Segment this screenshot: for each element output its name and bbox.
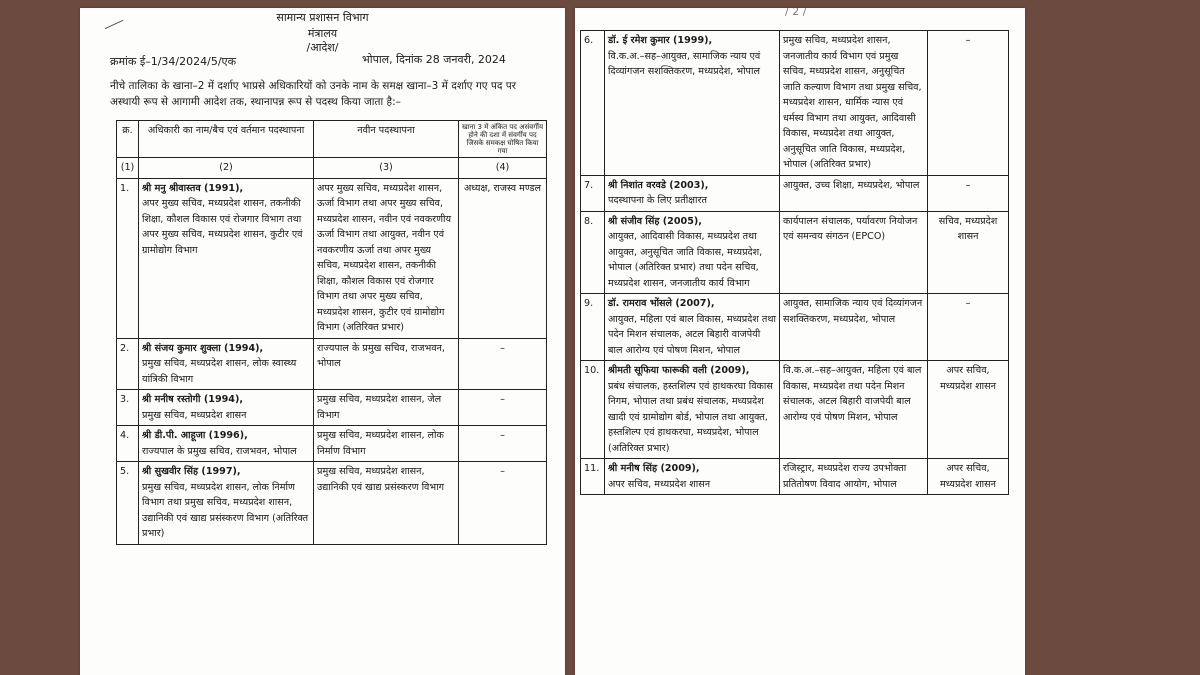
officer-name: श्री मनीष रस्तोगी (1994), — [142, 394, 243, 405]
row-sno: 1. — [117, 178, 139, 338]
officer-current-posting: आयुक्त, महिला एवं बाल विकास, मध्यप्रदेश तथा पदेन मिशन संचालक, अटल बिहारी वाजपेयी बाल आरोग्य एवं पोषण मिशन, भोपाल — [608, 313, 777, 356]
row-new-posting: प्रमुख सचिव, मध्यप्रदेश शासन, लोक निर्माण विभाग — [314, 426, 459, 462]
row-sno: 8. — [581, 211, 605, 294]
row-sno: 6. — [581, 31, 605, 176]
row-remark: – — [459, 426, 547, 462]
posting-table-right — [580, 30, 1009, 495]
table-row — [581, 459, 1009, 495]
row-sno: 4. — [117, 426, 139, 462]
header-officer: अधिकारी का नाम/बैच एवं वर्तमान पदस्थापना — [139, 121, 314, 158]
header-remark: खाना 3 में अंकित पद असंवर्गीय होने की दशा में संवर्गीय पद जिसके समकक्ष घोषित किया गया — [459, 121, 547, 158]
officer-name: श्रीमती सूफिया फारूकी वली (2009), — [608, 365, 750, 376]
row-officer — [139, 426, 314, 462]
officer-name: श्री सुखवीर सिंह (1997), — [142, 466, 241, 477]
ministry-heading: मंत्रालय — [307, 27, 338, 40]
officer-current-posting: राज्यपाल के प्रमुख सचिव, राजभवन, भोपाल — [142, 445, 297, 457]
row-sno: 7. — [581, 175, 605, 211]
row-remark: – — [928, 31, 1009, 176]
header-sno: क्र. — [117, 121, 139, 158]
row-remark: – — [459, 390, 547, 426]
officer-name: डॉ. रामराव भोंसले (2007), — [608, 298, 715, 309]
row-remark: – — [928, 175, 1009, 211]
table-row — [117, 338, 547, 390]
col-num-2: (2) — [139, 158, 314, 179]
table-row — [581, 361, 1009, 459]
row-new-posting: वि.क.अ.–सह–आयुक्त, महिला एवं बाल विकास, मध्यप्रदेश तथा पदेन मिशन संचालक, अटल बिहारी वाजपेयी बाल आरोग्य एवं पोषण मिशन, भोपाल — [780, 361, 928, 459]
row-officer — [605, 459, 780, 495]
header-posting: नवीन पदस्थापना — [314, 121, 459, 158]
row-new-posting: अपर मुख्य सचिव, मध्यप्रदेश शासन, ऊर्जा विभाग तथा अपर मुख्य सचिव, मध्यप्रदेश शासन, नवीन एवं नवकरणीय ऊर्जा विभाग तथा आयुक्त, नवीन एवं नवकरणीय ऊर्जा तथा अपर मुख्य सचिव, मध्यप्रदेश शासन, तकनीकी शिक्षा, कौशल विकास एवं रोजगार विभाग तथा अपर मुख्य सचिव, मध्यप्रदेश शासन, कुटीर एवं ग्रामोद्योग विभाग (अतिरिक्त प्रभार) — [314, 178, 459, 338]
row-new-posting: आयुक्त, उच्च शिक्षा, मध्यप्रदेश, भोपाल — [780, 175, 928, 211]
officer-name: श्री मनीष सिंह (2009), — [608, 463, 700, 474]
order-title: /आदेश/ — [306, 41, 339, 54]
row-new-posting: प्रमुख सचिव, मध्यप्रदेश शासन, जनजातीय कार्य विभाग एवं प्रमुख सचिव, मध्यप्रदेश शासन, अनुसूचित जाति कल्याण विभाग तथा प्रमुख सचिव, मध्यप्रदेश शासन, धार्मिक न्यास एवं धर्मस्व विभाग तथा आयुक्त, आदिवासी विकास, मध्यप्रदेश तथा आयुक्त, अनुसूचित जाति विकास, मध्यप्रदेश, भोपाल (अतिरिक्त प्रभार) — [780, 31, 928, 176]
page-number: / 2 / — [785, 8, 807, 18]
col-num-1: (1) — [117, 158, 139, 179]
officer-name: श्री मनु श्रीवास्तव (1991), — [142, 182, 244, 194]
row-remark: – — [928, 294, 1009, 361]
row-remark: अध्यक्ष, राजस्व मण्डल — [459, 178, 547, 338]
table-number-row — [117, 158, 547, 179]
col-num-4: (4) — [459, 158, 547, 179]
officer-current-posting: प्रमुख सचिव, मध्यप्रदेश शासन, लोक स्वास्थ्य यांत्रिकी विभाग — [142, 358, 297, 385]
row-officer — [139, 178, 314, 338]
row-new-posting: प्रमुख सचिव, मध्यप्रदेश शासन, उद्यानिकी एवं खाद्य प्रसंस्करण विभाग — [314, 462, 459, 545]
row-remark: अपर सचिव, मध्यप्रदेश शासन — [928, 459, 1009, 495]
row-officer — [139, 390, 314, 426]
row-officer — [139, 338, 314, 390]
table-row — [117, 426, 547, 462]
officer-current-posting: प्रमुख सचिव, मध्यप्रदेश शासन — [142, 409, 247, 421]
row-officer — [605, 31, 780, 176]
row-officer — [139, 462, 314, 545]
officer-current-posting: प्रमुख सचिव, मध्यप्रदेश शासन, लोक निर्माण विभाग तथा प्रमुख सचिव, मध्यप्रदेश शासन, उद्यानिकी एवं खाद्य प्रसंस्करण विभाग (अतिरिक्त प्रभार) — [142, 481, 309, 539]
table-row — [581, 211, 1009, 294]
table-row — [581, 31, 1009, 176]
table-row — [581, 294, 1009, 361]
row-remark: – — [459, 462, 547, 545]
table-row — [117, 390, 547, 426]
table-row — [581, 175, 1009, 211]
row-sno: 10. — [581, 361, 605, 459]
officer-name: श्री डी.पी. आहूजा (1996), — [142, 430, 248, 441]
posting-table-left — [116, 120, 547, 545]
officer-current-posting: पदस्थापना के लिए प्रतीक्षारत — [608, 195, 707, 206]
row-sno: 9. — [581, 294, 605, 361]
officer-name: श्री संजीव सिंह (2005), — [608, 215, 702, 227]
department-heading: सामान्य प्रशासन विभाग — [276, 11, 369, 24]
officer-name: डॉ. ई रमेश कुमार (1999), — [608, 35, 713, 46]
order-number: क्रमांक ई–1/34/2024/5/एक — [110, 55, 237, 68]
row-remark: अपर सचिव, मध्यप्रदेश शासन — [928, 361, 1009, 459]
row-new-posting: आयुक्त, सामाजिक न्याय एवं दिव्यांगजन सशक्तिकरण, मध्यप्रदेश, भोपाल — [780, 294, 928, 361]
intro-paragraph: नीचे तालिका के खाना–2 में दर्शाए भाप्रसे अधिकारियों को उनके नाम के समक्ष खाना–3 में दर्शाए गए पद पर अस्थायी रूप से आगामी आदेश तक, स्थानापन्न रूप से पदस्थ किया जाता है:– — [110, 80, 517, 108]
row-officer — [605, 294, 780, 361]
document-page-1 — [80, 8, 565, 675]
row-new-posting: राज्यपाल के प्रमुख सचिव, राजभवन, भोपाल — [314, 338, 459, 390]
officer-current-posting: अपर मुख्य सचिव, मध्यप्रदेश शासन, तकनीकी शिक्षा, कौशल विकास एवं रोजगार विभाग तथा अपर मुख्य सचिव, मध्यप्रदेश शासन, कुटीर एवं ग्रामोद्योग विभाग — [142, 198, 303, 256]
row-sno: 11. — [581, 459, 605, 495]
row-officer — [605, 175, 780, 211]
table-row — [117, 178, 547, 338]
place-date: भोपाल, दिनांक 28 जनवरी, 2024 — [362, 53, 506, 66]
officer-name: श्री निशांत वरवडे (2003), — [608, 179, 709, 191]
row-remark: – — [459, 338, 547, 390]
col-num-3: (3) — [314, 158, 459, 179]
row-officer — [605, 211, 780, 294]
row-officer — [605, 361, 780, 459]
officer-current-posting: अपर सचिव, मध्यप्रदेश शासन — [608, 478, 711, 490]
row-new-posting: प्रमुख सचिव, मध्यप्रदेश शासन, जेल विभाग — [314, 390, 459, 426]
officer-current-posting: आयुक्त, आदिवासी विकास, मध्यप्रदेश तथा आयुक्त, अनुसूचित जाति विकास, मध्यप्रदेश, भोपाल (अतिरिक्त प्रभार) तथा पदेन सचिव, मध्यप्रदेश शासन, जनजातीय कार्य विभाग — [608, 231, 763, 289]
table-row — [117, 462, 547, 545]
row-sno: 3. — [117, 390, 139, 426]
row-remark: सचिव, मध्यप्रदेश शासन — [928, 211, 1009, 294]
officer-current-posting: वि.क.अ.–सह–आयुक्त, सामाजिक न्याय एवं दिव्यांगजन सशक्तिकरण, मध्यप्रदेश, भोपाल — [608, 50, 761, 77]
row-sno: 2. — [117, 338, 139, 390]
officer-name: श्री संजय कुमार शुक्ला (1994), — [142, 342, 264, 354]
officer-current-posting: प्रबंध संचालक, हस्तशिल्प एवं हाथकरघा विकास निगम, भोपाल तथा प्रबंध संचालक, मध्यप्रदेश खादी एवं ग्रामोद्योग बोर्ड, भोपाल तथा आयुक्त, हस्तशिल्प एवं हाथकरघा, मध्यप्रदेश, भोपाल (अतिरिक्त प्रभार) — [608, 380, 773, 454]
document-page-2 — [575, 8, 1025, 675]
row-new-posting: रजिस्ट्रार, मध्यप्रदेश राज्य उपभोक्ता प्रतितोषण विवाद आयोग, भोपाल — [780, 459, 928, 495]
row-new-posting: कार्यपालन संचालक, पर्यावरण नियोजन एवं समन्वय संगठन (EPCO) — [780, 211, 928, 294]
row-sno: 5. — [117, 462, 139, 545]
table-header-row — [117, 121, 547, 158]
